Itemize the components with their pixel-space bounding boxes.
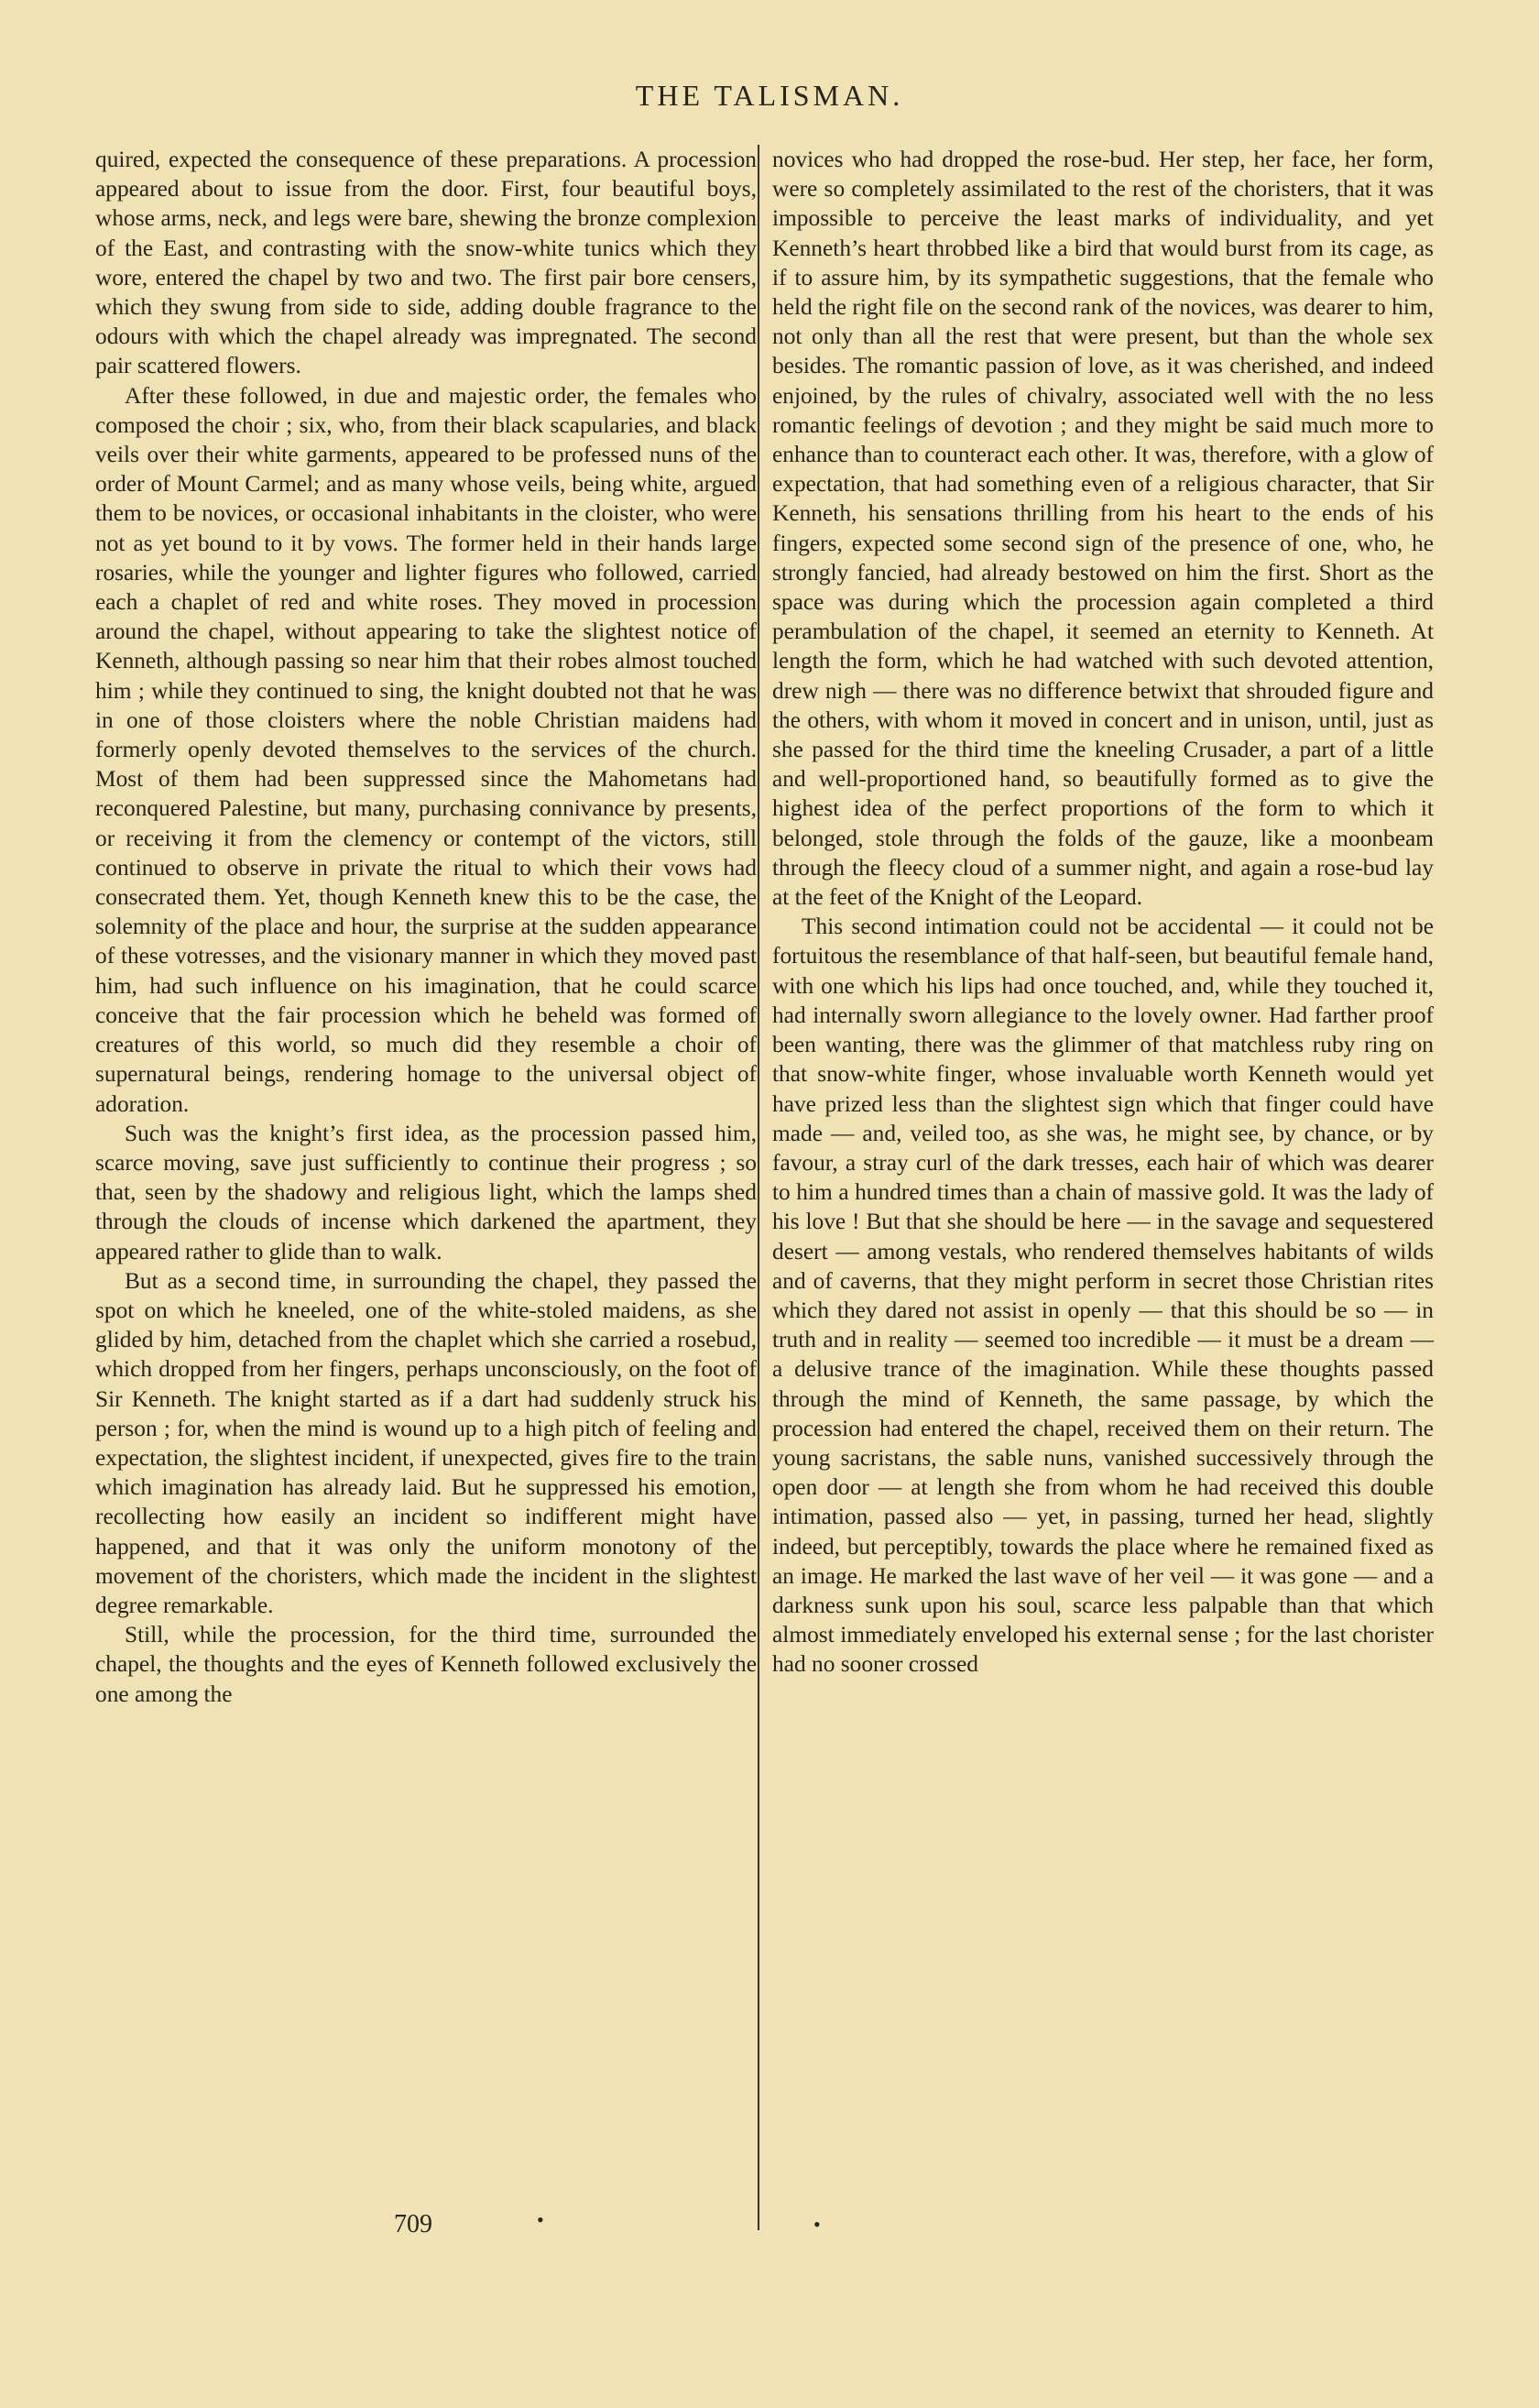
paragraph: Still, while the procession, for the third time, surrounded the chapel, the thoughts and the eyes of Kenneth followed exclusively the one among the	[95, 1622, 757, 1707]
running-head: THE TALISMAN.	[635, 79, 904, 112]
paragraph: Such was the knight’s first idea, as the procession passed him, scarce moving, save just sufficiently to continue their progress ; so that, seen by the shadowy and religious light, which the lamps shed through the clouds of incense which darkened the apartment, they appeared rather to glide than to walk.	[95, 1120, 757, 1264]
paragraph: After these followed, in due and majestic order, the females who composed the choir ; six, who, from their black scapularies, and black veils over their white garments, appeared to be professed nuns of the order of Mount Carmel; and as many whose veils, being white, argued them to be novices, or occasional inhabitants in the cloister, who were not as yet bound to it by vows. The former held in their hands large rosaries, while the younger and lighter figures who followed, carried each a chaplet of red and white roses. They moved in procession around the chapel, without appearing to take the slightest notice of Kenneth, although passing so near him that their robes almost touched him ; while they continued to sing, the knight doubted not that he was in one of those cloisters where the noble Christian maidens had formerly openly devoted themselves to the services of the church. Most of them had been suppressed since the Mahometans had reconquered Palestine, but many, purchasing connivance by presents, or receiving it from the clemency or contempt of the victors, still continued to observe in private the ritual to which their vows had consecrated them. Yet, though Kenneth knew this to be the case, the solemnity of the place and hour, the surprise at the sudden appearance of these votresses, and the visionary manner in which they moved past him, had such influence on his imagination, that he could scarce conceive that the fair procession which he beheld was formed of creatures of this world, so much did they resemble a choir of supernatural beings, rendering homage to the universal object of adoration.	[95, 382, 757, 1117]
page-number: 709	[394, 2210, 432, 2238]
right-column	[772, 145, 1434, 1680]
paragraph: quired, expected the consequence of these preparations. A procession appeared about to issue from the door. First, four beautiful boys, whose arms, neck, and legs were bare, shewing the bronze complexion of the East, and contrasting with the snow-white tunics which they wore, entered the chapel by two and two. The first pair bore censers, which they swung from side to side, adding double fragrance to the odours with which the chapel already was impregnated. The second pair scattered flowers.	[95, 147, 757, 379]
paragraph: novices who had dropped the rose-bud. Her step, her face, her form, were so completely assimilated to the rest of the choristers, that it was impossible to perceive the least marks of individuality, and yet Kenneth’s heart throbbed like a bird that would burst from its cage, as if to assure him, by its sympathetic suggestions, that the female who held the right file on the second rank of the novices, was dearer to him, not only than all the rest that were present, but than the whole sex besides. The romantic passion of love, as it was cherished, and indeed enjoined, by the rules of chivalry, associated well with the no less romantic feelings of devotion ; and they might be said much more to enhance than to counteract each other. It was, therefore, with a glow of expectation, that had something even of a religious character, that Sir Kenneth, his sensations thrilling from his heart to the ends of his fingers, expected some second sign of the presence of one, who, he strongly fancied, had already bestowed on him the first. Short as the space was during which the procession again completed a third perambulation of the chapel, it seemed an eternity to Kenneth. At length the form, which he had watched with such devoted attention, drew nigh — there was no difference betwixt that shrouded figure and the others, with whom it moved in concert and in unison, until, just as she passed for the third time the kneeling Crusader, a part of a little and well-proportioned hand, so beautifully formed as to give the highest idea of the perfect proportions of the form to which it belonged, stole through the folds of the gauze, like a moonbeam through the fleecy cloud of a summer night, and again a rose-bud lay at the feet of the Knight of the Leopard.	[772, 147, 1434, 911]
column-divider	[758, 145, 759, 2230]
left-column	[95, 145, 757, 1709]
paragraph: This second intimation could not be accidental — it could not be fortuitous the resemblance of that half-seen, but beautiful female hand, with one which his lips had once touched, and, while they touched it, had internally sworn allegiance to the lovely owner. Had farther proof been wanting, there was the glimmer of that matchless ruby ring on that snow-white finger, whose invaluable worth Kenneth would yet have prized less than the slightest sign which that finger could have made — and, veiled too, as she was, he might see, by chance, or by favour, a stray curl of the dark tresses, each hair of which was dearer to him a hundred times than a chain of massive gold. It was the lady of his love ! But that she should be here — in the savage and sequestered desert — among vestals, who rendered themselves habitants of wilds and of caverns, that they might perform in secret those Christian rites which they dared not assist in openly — that this should be so — in truth and in reality — seemed too incredible — it must be a dream — a delusive trance of the imagination. While these thoughts passed through the mind of Kenneth, the same passage, by which the procession had entered the chapel, received them on their return. The young sacristans, the sable nuns, vanished successively through the open door — at length she from whom he had received this double intimation, passed also — yet, in passing, turned her head, slightly indeed, but perceptibly, towards the place where he remained fixed as an image. He marked the last wave of her veil — it was gone — and a darkness sunk upon his soul, scarce less palpable than that which almost immediately enveloped his external sense ; for the last chorister had no sooner crossed	[772, 914, 1434, 1678]
printer-dot: •	[813, 2213, 821, 2236]
printer-dot: •	[537, 2208, 544, 2231]
paragraph: But as a second time, in surrounding the chapel, they passed the spot on which he kneeled, one of the white-stoled maidens, as she glided by him, detached from the chaplet which she carried a rosebud, which dropped from her fingers, perhaps unconsciously, on the foot of Sir Kenneth. The knight started as if a dart had suddenly struck his person ; for, when the mind is wound up to a high pitch of feeling and expectation, the slightest incident, if unexpected, gives fire to the train which imagination has already laid. But he suppressed his emotion, recollecting how easily an incident so indifferent might have happened, and that it was only the uniform monotony of the movement of the choristers, which made the incident in the slightest degree remarkable.	[95, 1267, 757, 1618]
